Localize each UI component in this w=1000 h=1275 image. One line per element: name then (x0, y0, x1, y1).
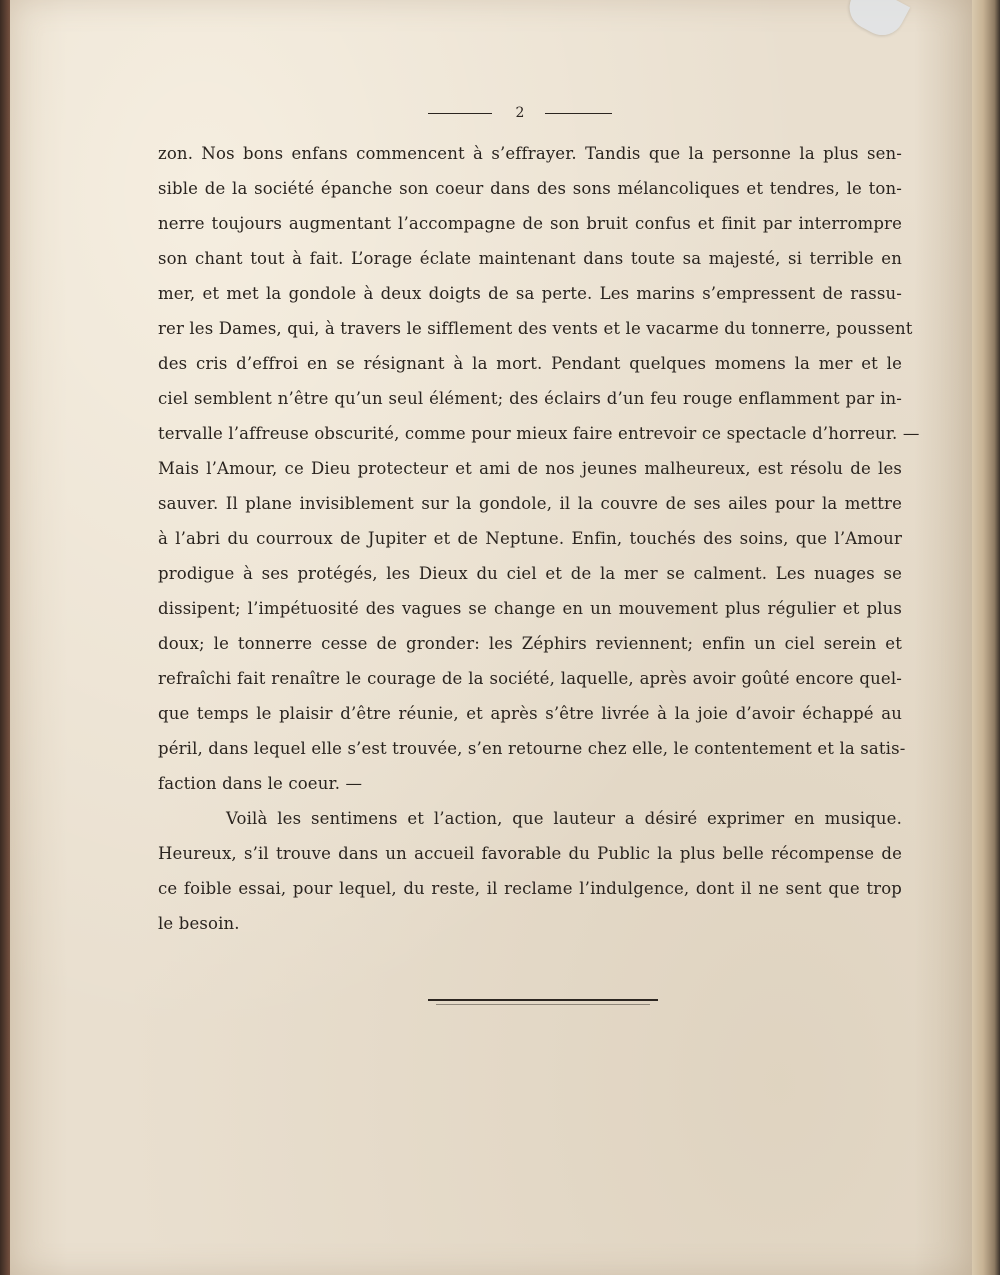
text-line: doux; le tonnerre cesse de gronder: les Zéphirs reviennent; enfin un ciel serein et (158, 634, 902, 653)
text-line: zon. Nos bons enfans commencent à s’effrayer. Tandis que la personne la plus sen- (158, 144, 902, 163)
text-line: refraîchi fait renaître le courage de la société, laquelle, après avoir goûté encore quel- (158, 669, 902, 688)
text-line: sible de la société épanche son coeur dans des sons mélancoliques et tendres, le ton- (158, 179, 902, 198)
closing-rule-thin (436, 1004, 650, 1005)
text-line: que temps le plaisir d’être réunie, et après s’être livrée à la joie d’avoir échappé au (158, 704, 902, 723)
header-rule-right (545, 113, 612, 114)
text-line: Voilà les sentimens et l’action, que lauteur a désiré exprimer en musique. (226, 809, 902, 828)
text-line: son chant tout à fait. L’orage éclate maintenant dans toute sa majesté, si terrible en (158, 249, 902, 268)
page-edge-shadow (972, 0, 1000, 1275)
text-line: dissipent; l’impétuosité des vagues se change en un mouvement plus régulier et plus (158, 599, 902, 618)
text-line: le besoin. (158, 914, 240, 933)
closing-rule (428, 999, 658, 1001)
header-rule-left (428, 113, 492, 114)
text-line: ciel semblent n’être qu’un seul élément; des éclairs d’un feu rouge enflamment par in- (158, 389, 902, 408)
paragraph-1 (158, 136, 920, 801)
text-line: faction dans le coeur. — (158, 774, 363, 793)
page-header (428, 103, 612, 123)
body-text (158, 136, 920, 941)
text-line: rer les Dames, qui, à travers le sifflement des vents et le vacarme du tonnerre, poussent (158, 319, 913, 338)
text-line: nerre toujours augmentant l’accompagne de son bruit confus et finit par interrompre (158, 214, 902, 233)
text-line: tervalle l’affreuse obscurité, comme pour mieux faire entrevoir ce spectacle d’horreur. — (158, 424, 920, 443)
text-line: mer, et met la gondole à deux doigts de sa perte. Les marins s’empressent de rassu- (158, 284, 902, 303)
text-line: péril, dans lequel elle s’est trouvée, s’en retourne chez elle, le contentement et la satis- (158, 739, 906, 758)
page-number: 2 (515, 105, 525, 121)
text-line: à l’abri du courroux de Jupiter et de Neptune. Enfin, touchés des soins, que l’Amour (158, 529, 902, 548)
paragraph-2 (158, 801, 902, 941)
text-line: prodigue à ses protégés, les Dieux du ciel et de la mer se calment. Les nuages se (158, 564, 902, 583)
text-line: ce foible essai, pour lequel, du reste, il reclame l’indulgence, dont il ne sent que trop (158, 879, 902, 898)
text-line: des cris d’effroi en se résignant à la mort. Pendant quelques momens la mer et le (158, 354, 902, 373)
text-line: sauver. Il plane invisiblement sur la gondole, il la couvre de ses ailes pour la mettre (158, 494, 902, 513)
text-line: Heureux, s’il trouve dans un accueil favorable du Public la plus belle récompense de (158, 844, 902, 863)
text-line: Mais l’Amour, ce Dieu protecteur et ami de nos jeunes malheureux, est résolu de les (158, 459, 902, 478)
